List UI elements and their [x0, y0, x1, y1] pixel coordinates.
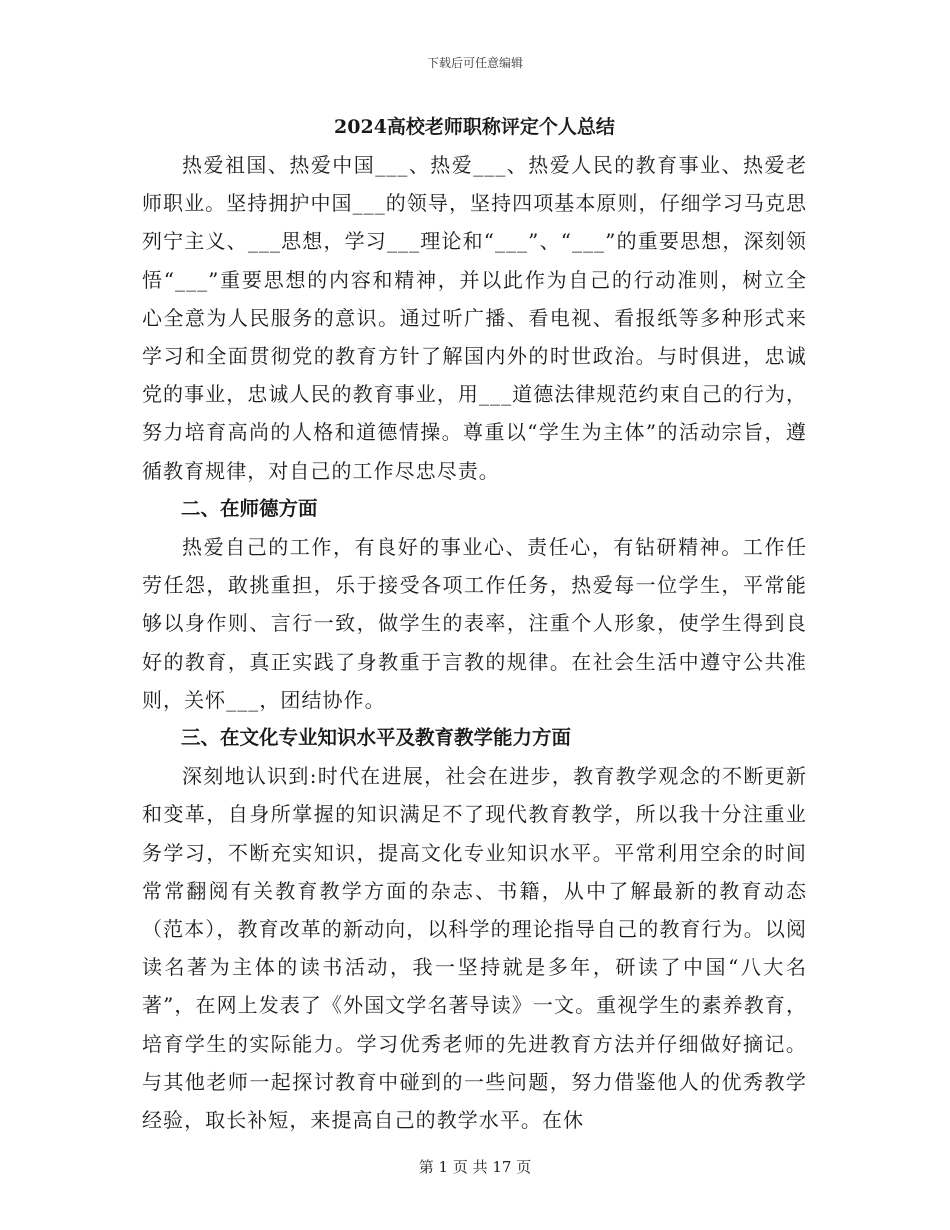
document-title: 2024高校老师职称评定个人总结	[334, 116, 615, 138]
section-heading-knowledge: 三、在文化专业知识水平及教育教学能力方面	[181, 726, 572, 750]
page-header-note: 下载后可任意编辑	[426, 56, 523, 70]
section-heading-ethics: 二、在师德方面	[181, 496, 318, 520]
document-body	[142, 108, 807, 1139]
paragraph-ethics: 热爱自己的工作，有良好的事业心、责任心，有钻研精神。工作任劳任怨，敢挑重担，乐于接受各项工作任务，热爱每一位学生，平常能够以身作则、言行一致，做学生的表率，注重个人形象，使学生得到良好的教育，真正实践了身教重于言教的规律。在社会生活中遵守公共准则，关怀___，团结协作。	[142, 535, 807, 712]
paragraph-intro: 热爱祖国、热爱中国___、热爱___、热爱人民的教育事业、热爱老师职业。坚持拥护中国___的领导，坚持四项基本原则，仔细学习马克思列宁主义、___思想，学习___理论和“___”、“___”的重要思想，深刻领悟“___”重要思想的内容和精神，并以此作为自己的行动准则，树立全心全意为人民服务的意识。通过听广播、看电视、看报纸等多种形式来学习和全面贯彻党的教育方针了解国内外的时世政治。与时俱进，忠诚党的事业，忠诚人民的教育事业，用___道德法律规范约束自己的行为，努力培育高尚的人格和道德情操。尊重以“学生为主体”的活动宗旨，遵循教育规律，对自己的工作尽忠尽责。	[142, 153, 807, 483]
page-number-footer: 第 1 页 共 17 页	[418, 1158, 532, 1176]
paragraph-knowledge: 深刻地认识到:时代在进展，社会在进步，教育教学观念的不断更新和变革，自身所掌握的知识满足不了现代教育教学，所以我十分注重业务学习，不断充实知识，提高文化专业知识水平。平常利用空余的时间常常翻阅有关教育教学方面的杂志、书籍，从中了解最新的教育动态（范本），教育改革的新动向，以科学的理论指导自己的教育行为。以阅读名著为主体的读书活动，我一坚持就是多年，研读了中国“八大名著”，在网上发表了《外国文学名著导读》一文。重视学生的素养教育，培育学生的实际能力。学习优秀老师的先进教育方法并仔细做好摘记。与其他老师一起探讨教育中碰到的一些问题，努力借鉴他人的优秀教学经验，取长补短，来提高自己的教学水平。在休	[142, 764, 807, 1133]
